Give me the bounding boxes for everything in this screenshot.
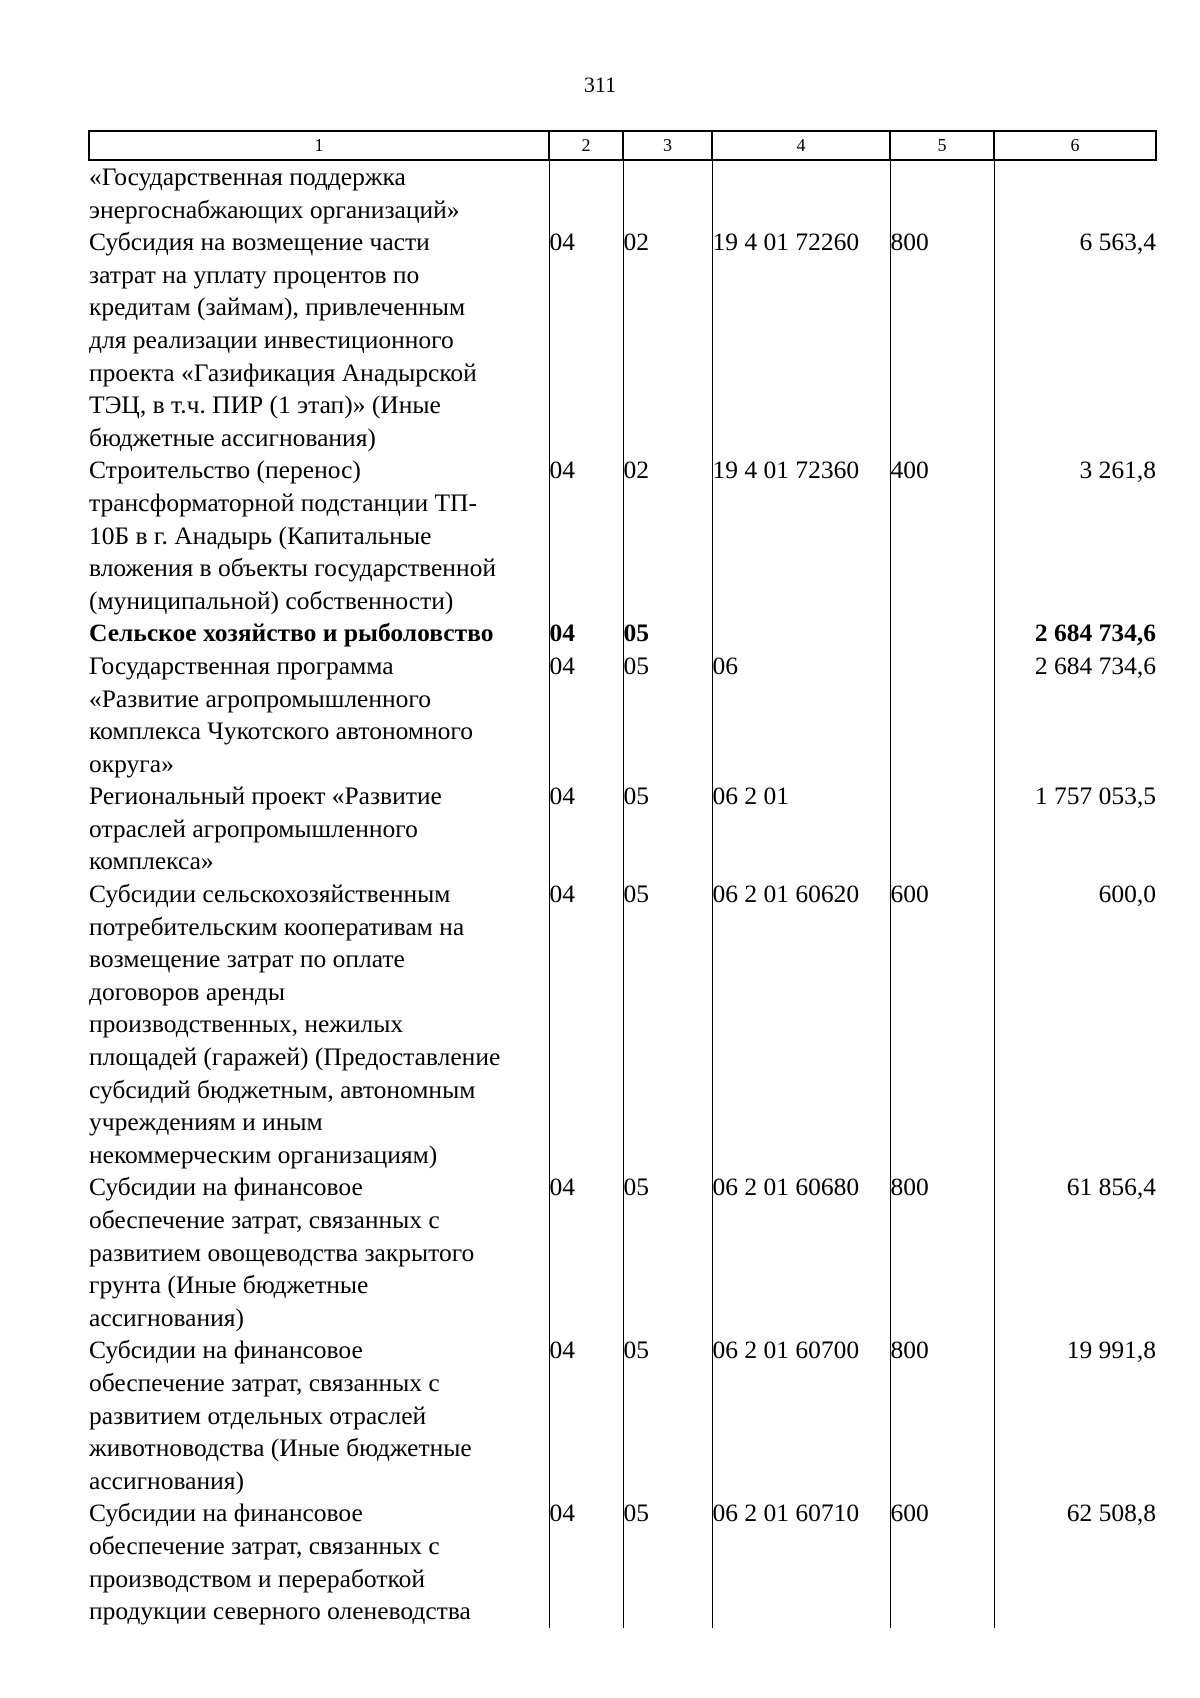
item-name-line: потребительским кооперативам на [89,911,465,941]
section-code-cell: 04 [549,1171,623,1334]
item-name-cell [89,226,549,454]
subsection-code-cell: 05 [623,617,712,650]
target-article-cell [712,160,890,226]
item-name-line: продукции северного оленеводства [89,1596,471,1626]
item-name-line: комплекса Чукотского автономного [89,716,473,746]
header-col-4: 4 [712,131,890,160]
expense-type-cell: 400 [890,454,994,617]
table-row [89,878,1156,1171]
item-name-line: обеспечение затрат, связанных с [89,1205,440,1234]
amount-cell [994,160,1156,226]
item-name-line: «Развитие агропромышленного [89,683,431,713]
amount-cell: 6 563,4 [994,226,1156,454]
item-name-line: развитием овощеводства закрытого [89,1237,475,1267]
expense-type-cell: 800 [890,1334,994,1497]
table-row [89,1171,1156,1334]
expense-type-cell: 600 [890,878,994,1171]
table-row [89,226,1156,454]
subsection-code-cell: 05 [623,1497,712,1627]
item-name-line: площадей (гаражей) (Предоставление [89,1042,501,1072]
section-code-cell: 04 [549,878,623,1171]
expense-type-cell: 800 [890,1171,994,1334]
header-col-3: 3 [623,131,712,160]
target-article-cell: 06 [712,650,890,780]
item-name-cell [89,1171,549,1334]
table-body [89,160,1156,1628]
item-name-line: некоммерческим организациям) [89,1139,438,1169]
item-name-cell [89,878,549,1171]
item-name-cell [89,780,549,878]
amount-cell: 600,0 [994,878,1156,1171]
amount-cell: 1 757 053,5 [994,780,1156,878]
section-code-cell: 04 [549,780,623,878]
item-name-line: Субсидия на возмещение части [89,227,430,257]
item-name-line: Строительство (перенос) [89,455,361,485]
item-name-line: бюджетные ассигнования) [89,422,376,452]
target-article-cell [712,617,890,650]
table-row [89,454,1156,617]
subsection-code-cell [623,160,712,226]
item-name-line: Субсидии на финансовое [89,1335,363,1365]
item-name-line: затрат на уплату процентов по [89,259,420,289]
item-name-cell [89,1334,549,1497]
item-name-line: (муниципальной) собственности) [89,585,454,615]
item-name-line: комплекса» [89,846,214,876]
target-article-cell: 19 4 01 72260 [712,226,890,454]
expense-type-cell [890,617,994,650]
item-name-line: Региональный проект «Развитие [89,781,442,811]
item-name-line: Субсидии на финансовое [89,1498,363,1528]
expense-type-cell: 600 [890,1497,994,1627]
subsection-code-cell: 05 [623,650,712,780]
page-number: 311 [583,72,617,97]
item-name-line: отраслей агропромышленного [89,813,418,843]
section-code-cell [549,160,623,226]
section-code-cell: 04 [549,1334,623,1497]
section-code-cell: 04 [549,650,623,780]
item-name-line: 10Б в г. Анадырь (Капитальные [89,520,432,550]
table-row [89,617,1156,650]
subsection-code-cell: 05 [623,1334,712,1497]
target-article-cell: 19 4 01 72360 [712,454,890,617]
item-name-line: для реализации инвестиционного [89,324,454,354]
section-code-cell: 04 [549,1497,623,1627]
item-name-line: проекта «Газификация Анадырской [89,357,477,387]
header-col-1: 1 [89,131,549,160]
target-article-cell: 06 2 01 60710 [712,1497,890,1627]
item-name-line: грунта (Иные бюджетные [89,1270,369,1300]
amount-cell: 62 508,8 [994,1497,1156,1627]
target-article-cell: 06 2 01 60620 [712,878,890,1171]
subsection-code-cell: 05 [623,1171,712,1334]
table-row [89,160,1156,226]
item-name-line: энергоснабжающих организаций» [89,194,460,224]
item-name-line: Субсидии сельскохозяйственным [89,879,451,909]
table-row [89,650,1156,780]
item-name-line: обеспечение затрат, связанных с [89,1530,440,1560]
subsection-code-cell: 05 [623,780,712,878]
item-name-cell [89,160,549,226]
item-name-line: Государственная программа [89,650,394,680]
item-name-cell [89,650,549,780]
item-name-line: округа» [89,748,174,778]
amount-cell: 2 684 734,6 [994,617,1156,650]
item-name-line: ассигнования) [89,1465,244,1495]
item-name-cell [89,617,549,650]
header-col-5: 5 [890,131,994,160]
item-name-line: Субсидии на финансовое [89,1172,363,1202]
item-name-line: договоров аренды [89,976,285,1006]
budget-table [88,130,1157,1628]
item-name-line: кредитам (займам), привлеченным [89,292,466,322]
target-article-cell: 06 2 01 60700 [712,1334,890,1497]
header-col-6: 6 [994,131,1156,160]
subsection-code-cell: 05 [623,878,712,1171]
item-name-line: Сельское хозяйство и рыболовство [89,618,494,648]
subsection-code-cell: 02 [623,454,712,617]
item-name-line: производственных, нежилых [89,1009,404,1039]
table-row [89,1497,1156,1627]
item-name-line: ТЭЦ, в т.ч. ПИР (1 этап)» (Иные [89,390,441,420]
item-name-line: вложения в объекты государственной [89,553,496,583]
expense-type-cell [890,780,994,878]
target-article-cell: 06 2 01 60680 [712,1171,890,1334]
item-name-line: учреждениям и иным [89,1107,323,1137]
expense-type-cell [890,160,994,226]
section-code-cell: 04 [549,226,623,454]
item-name-line: трансформаторной подстанции ТП- [89,487,477,517]
amount-cell: 61 856,4 [994,1171,1156,1334]
item-name-line: обеспечение затрат, связанных с [89,1367,440,1397]
section-code-cell: 04 [549,454,623,617]
expense-type-cell: 800 [890,226,994,454]
item-name-line: производством и переработкой [89,1563,425,1593]
item-name-cell [89,1497,549,1627]
target-article-cell: 06 2 01 [712,780,890,878]
subsection-code-cell: 02 [623,226,712,454]
amount-cell: 19 991,8 [994,1334,1156,1497]
table-header [89,131,1156,160]
header-col-2: 2 [549,131,623,160]
item-name-cell [89,454,549,617]
item-name-line: развитием отдельных отраслей [89,1400,427,1430]
table-row [89,1334,1156,1497]
item-name-line: ассигнования) [89,1302,244,1332]
amount-cell: 3 261,8 [994,454,1156,617]
table-row [89,780,1156,878]
item-name-line: «Государственная поддержка [89,162,406,191]
item-name-line: возмещение затрат по оплате [89,944,405,974]
item-name-line: животноводства (Иные бюджетные [89,1433,472,1463]
amount-cell: 2 684 734,6 [994,650,1156,780]
expense-type-cell [890,650,994,780]
item-name-line: субсидий бюджетным, автономным [89,1074,476,1104]
header-row [89,131,1156,160]
section-code-cell: 04 [549,617,623,650]
